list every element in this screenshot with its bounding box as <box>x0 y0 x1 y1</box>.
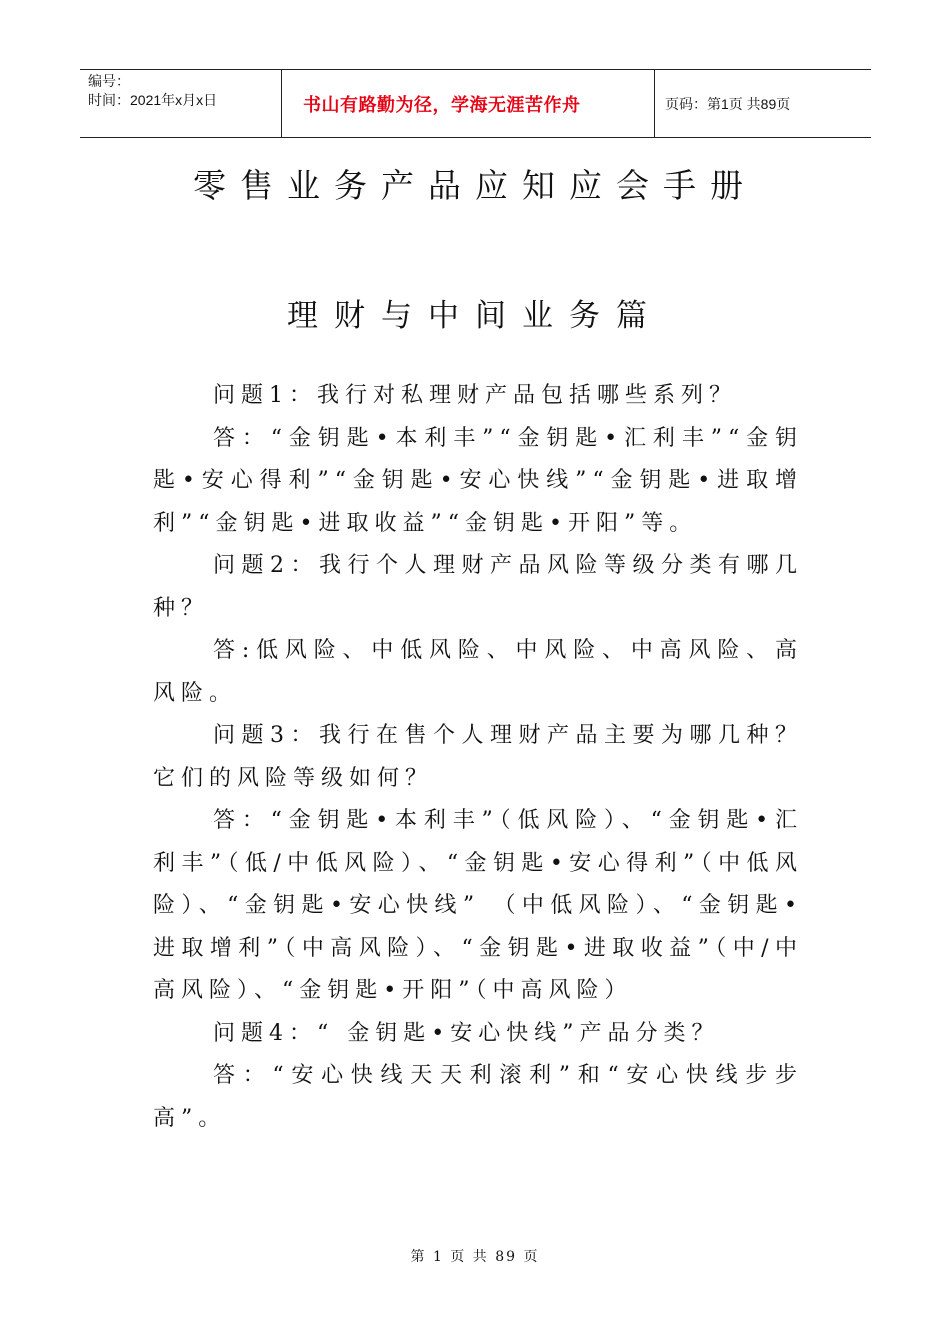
document-title: 零售业务产品应知应会手册 <box>193 166 757 205</box>
answer-4: 答：“安心快线天天利滚利”和“安心快线步步高”。 <box>153 1063 803 1131</box>
answer-3: 答：“金钥匙•本利丰”（低风险）、“金钥匙•汇利丰”（低/中低风险）、“金钥匙•安心得利”（中低风险）、“金钥匙•安心快线” （中低风险）、“金钥匙•进取增利”（中高风险）、“金钥匙•进取收益”（中/中高风险）、“金钥匙•开阳”（中高风险） <box>153 808 803 1003</box>
header-page-info: 页码：第1页 共89页 <box>665 95 791 112</box>
page-footer: 第 1 页 共 89 页 <box>410 1249 540 1265</box>
answer-1: 答：“金钥匙•本利丰”“金钥匙•汇利丰”“金钥匙•安心得利”“金钥匙•安心快线”“金钥匙•进取增利”“金钥匙•进取收益”“金钥匙•开阳”等。 <box>153 425 803 536</box>
question-4: 问题4：“ 金钥匙•安心快线”产品分类？ <box>213 1020 720 1046</box>
question-3: 问题3：我行在售个人理财产品主要为哪几种？它们的风险等级如何？ <box>153 723 803 791</box>
header-motto-cell <box>282 70 655 137</box>
document-header <box>80 69 871 138</box>
header-page-cell <box>655 70 871 137</box>
header-meta-cell <box>80 70 282 137</box>
document-date: 时间：2021年x月x日 <box>88 92 218 108</box>
document-number-label: 编号： <box>88 73 130 89</box>
document-body <box>153 375 803 1140</box>
answer-2: 答:低风险、中低风险、中风险、中高风险、高风险。 <box>153 638 803 706</box>
section-title: 理财与中间业务篇 <box>287 298 663 334</box>
question-2: 问题2：我行个人理财产品风险等级分类有哪几种？ <box>153 553 803 621</box>
header-motto: 书山有路勤为径，学海无涯苦作舟 <box>303 94 581 115</box>
question-1: 问题1：我行对私理财产品包括哪些系列？ <box>213 383 737 408</box>
